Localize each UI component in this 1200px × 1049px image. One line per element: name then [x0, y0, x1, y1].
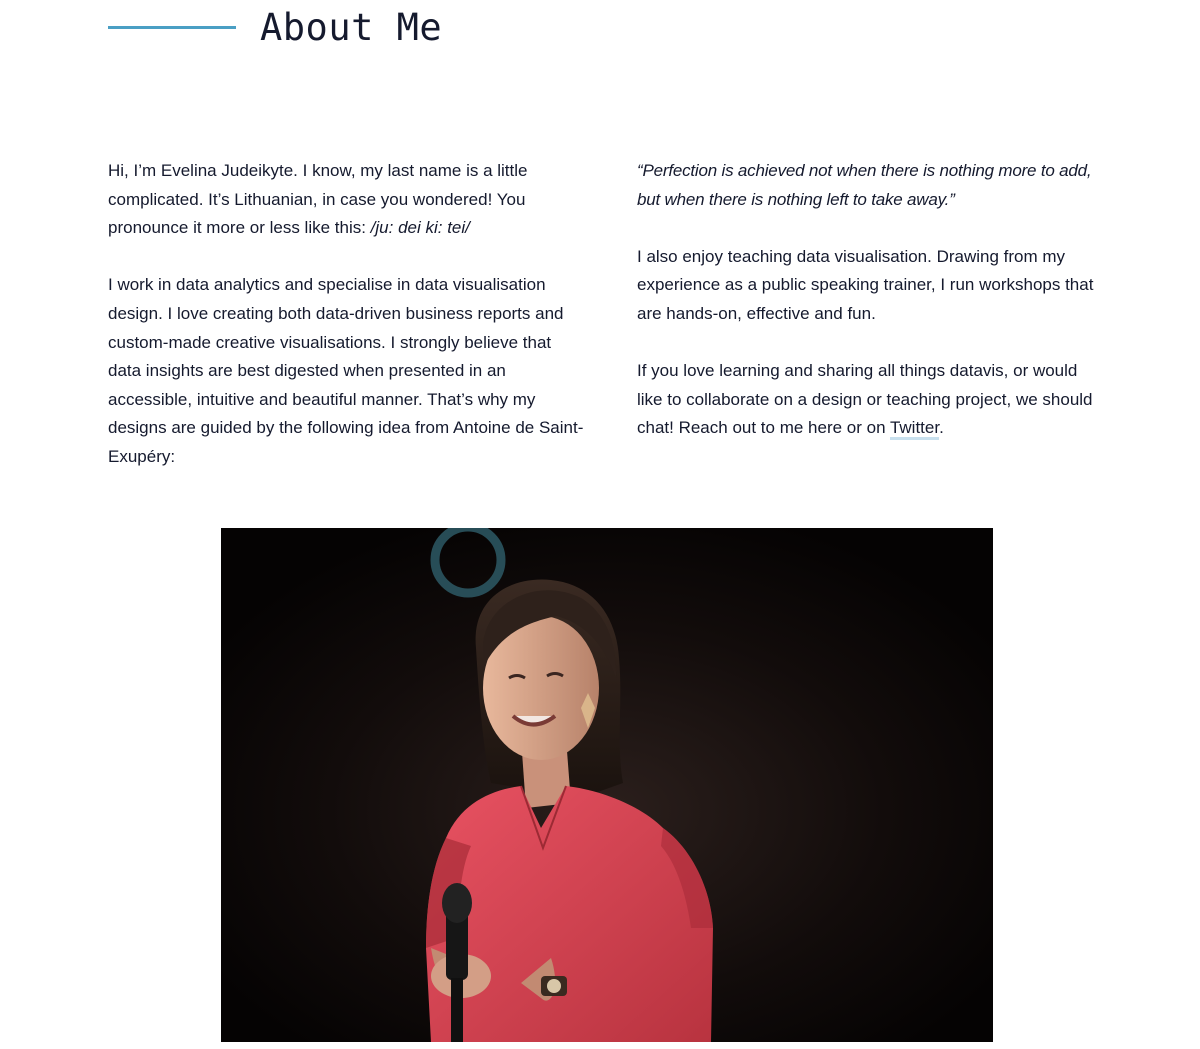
- about-right-column: [637, 157, 1107, 443]
- quote-text: “Perfection is achieved not when there is nothing more to add, but when there is nothing left to take away.”: [637, 161, 1092, 209]
- section-header: [108, 0, 708, 60]
- twitter-link[interactable]: Twitter: [890, 418, 939, 440]
- teaching-paragraph: I also enjoy teaching data visualisation. Drawing from my experience as a public speaking trainer, I run workshops that are hands-on, effective and fun.: [637, 246, 1094, 323]
- contact-paragraph: [637, 357, 1107, 443]
- page-title: About Me: [260, 6, 443, 49]
- intro-paragraph: [108, 157, 586, 243]
- profile-photo: [221, 528, 993, 1042]
- heading-accent-line: [108, 26, 236, 29]
- intro-text: Hi, I’m Evelina Judeikyte. I know, my last name is a little complicated. It’s Lithuanian, in case you wondered! You pronounce it more or less like this:: [108, 161, 528, 238]
- pronunciation-text: /ju: dei ki: tei/: [370, 218, 470, 238]
- work-paragraph: I work in data analytics and specialise in data visualisation design. I love creating both data-driven business reports and custom-made creative visualisations. I strongly believe that data insights are best digested when presented in an accessible, intuitive and beautiful manner. That’s why my designs are guided by the following idea from Antoine de Saint-Exupéry:: [108, 275, 584, 466]
- contact-end: .: [939, 418, 944, 438]
- speaker-illustration: [221, 528, 993, 1042]
- contact-text: If you love learning and sharing all things datavis, or would like to collaborate on a design or teaching project, we should chat! Reach out to me here or on: [637, 361, 1093, 438]
- about-left-column: [108, 157, 586, 472]
